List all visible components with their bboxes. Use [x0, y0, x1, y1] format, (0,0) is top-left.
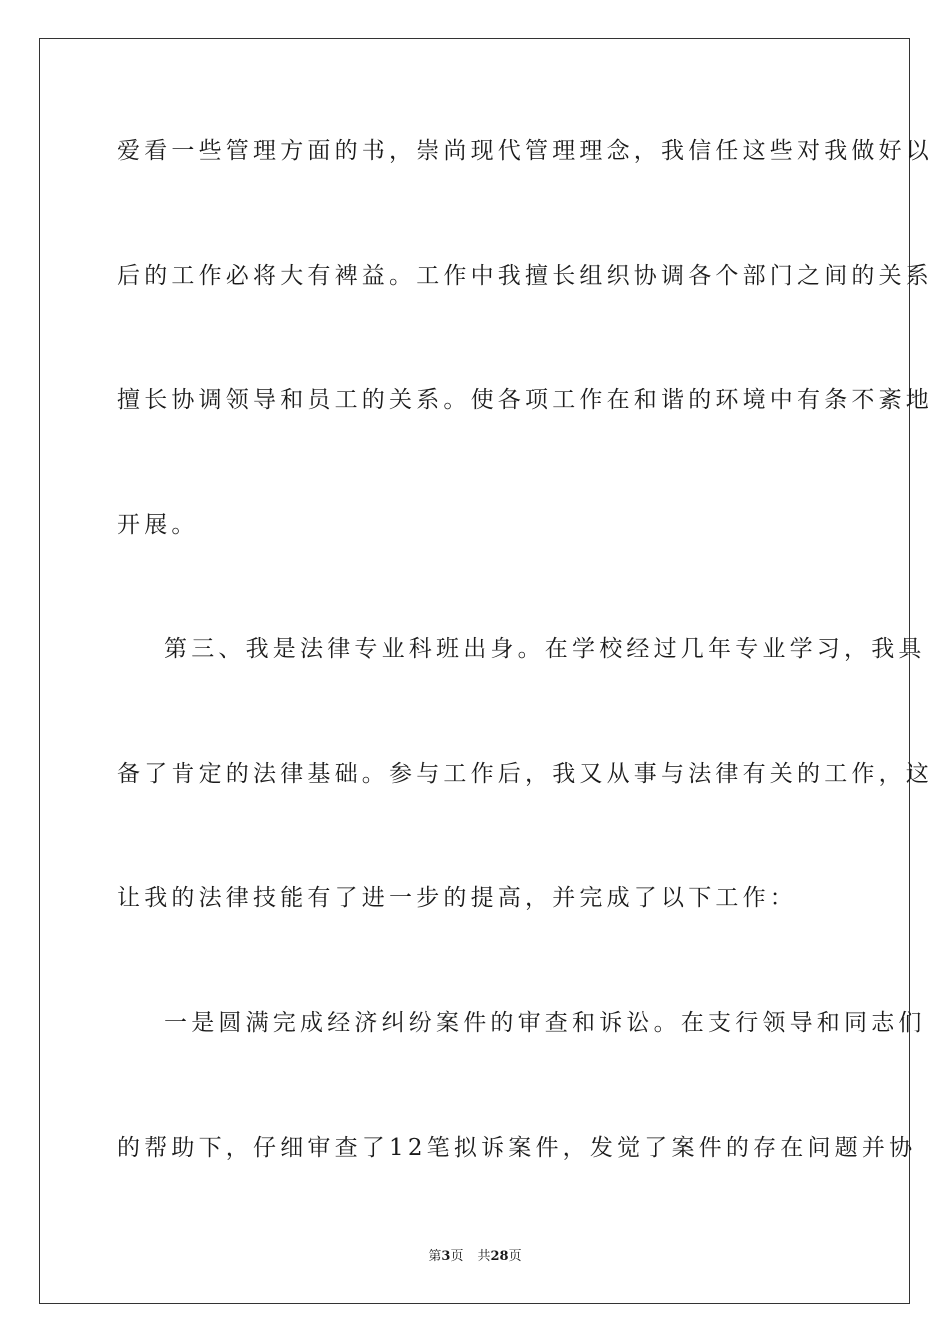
total-pages: 28 [490, 1249, 509, 1264]
body-text-line: 让我的法律技能有了进一步的提高，并完成了以下工作： [117, 885, 797, 911]
paragraph-first-line: 第三、我是法律专业科班出身。在学校经过几年专业学习，我具 [164, 636, 926, 662]
page-footer [0, 1248, 950, 1266]
page-suffix: 页 [450, 1249, 464, 1264]
body-text-line: 备了肯定的法律基础。参与工作后，我又从事与法律有关的工作，这 [117, 761, 933, 787]
page-number: 3 [441, 1249, 451, 1264]
body-text-line: 擅长协调领导和员工的关系。使各项工作在和谐的环境中有条不紊地 [117, 387, 933, 413]
body-text-line: 后的工作必将大有裨益。工作中我擅长组织协调各个部门之间的关系 [117, 263, 933, 289]
page-prefix: 第 [428, 1249, 442, 1264]
body-text-line: 爱看一些管理方面的书，崇尚现代管理理念，我信任这些对我做好以 [117, 138, 933, 164]
body-text-line: 开展。 [117, 512, 199, 538]
total-prefix: 共 [477, 1249, 491, 1264]
paragraph-first-line: 一是圆满完成经济纠纷案件的审查和诉讼。在支行领导和同志们 [164, 1010, 926, 1036]
total-suffix: 页 [508, 1249, 522, 1264]
body-text-line: 的帮助下，仔细审查了12笔拟诉案件，发觉了案件的存在问题并协 [117, 1135, 917, 1161]
page-border [39, 38, 933, 1304]
